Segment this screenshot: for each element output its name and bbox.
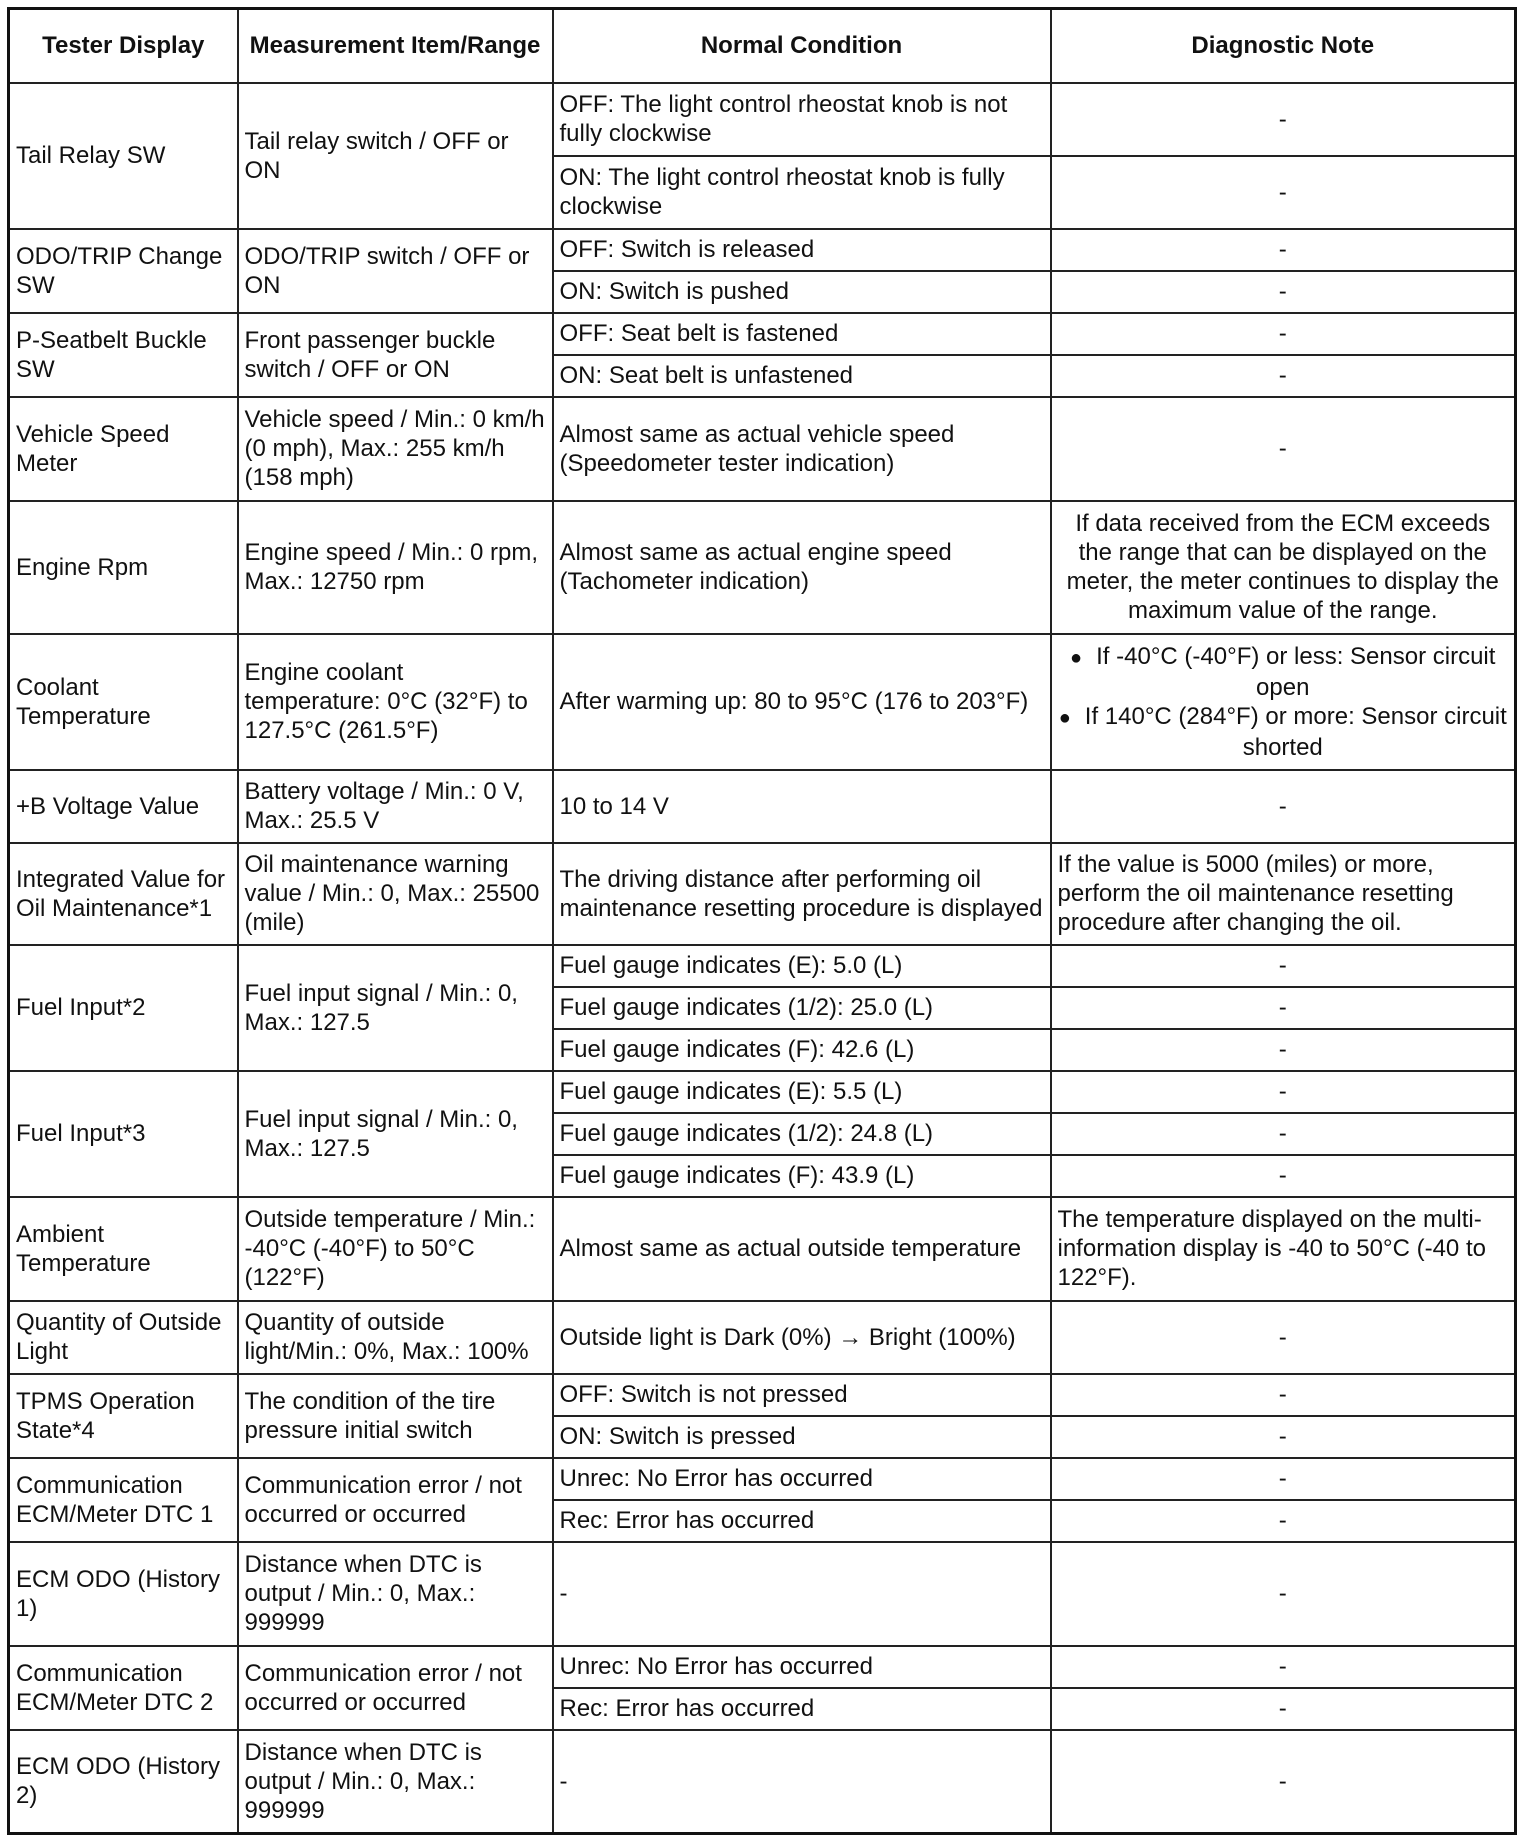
normal-condition-cell: Fuel gauge indicates (1/2): 25.0 (L) [553,987,1051,1029]
normal-condition-cell: Fuel gauge indicates (F): 43.9 (L) [553,1155,1051,1197]
diagnostic-note-cell: - [1051,1113,1516,1155]
normal-condition-cell: Almost same as actual engine speed (Tachometer indication) [553,501,1051,634]
tester-display-cell: Communication ECM/Meter DTC 1 [9,1458,238,1542]
header-normal-condition: Normal Condition [553,9,1051,83]
normal-condition-cell: Unrec: No Error has occurred [553,1458,1051,1500]
measurement-range-cell: Front passenger buckle switch / OFF or ON [238,313,553,397]
measurement-range-cell: Distance when DTC is output / Min.: 0, Max.: 999999 [238,1730,553,1834]
normal-condition-cell: - [553,1730,1051,1834]
header-diagnostic-note: Diagnostic Note [1051,9,1516,83]
diagnostic-note-cell: - [1051,1029,1516,1071]
diagnostic-note-cell: - [1051,945,1516,987]
normal-condition-cell: ON: Seat belt is unfastened [553,355,1051,397]
diagnostic-note-cell: - [1051,83,1516,156]
diagnostic-note-cell: - [1051,229,1516,271]
table-row [9,1197,1516,1301]
measurement-range-cell: Communication error / not occurred or occurred [238,1646,553,1730]
tester-display-cell: ECM ODO (History 1) [9,1542,238,1646]
measurement-range-cell: Vehicle speed / Min.: 0 km/h (0 mph), Max.: 255 km/h (158 mph) [238,397,553,501]
diagnostic-note-cell: - [1051,770,1516,843]
table-row [9,501,1516,634]
measurement-range-cell: Distance when DTC is output / Min.: 0, Max.: 999999 [238,1542,553,1646]
table-row [9,770,1516,843]
table-row [9,945,1516,987]
table-row [9,1374,1516,1416]
diagnostic-note-cell: The temperature displayed on the multi-information display is -40 to 50°C (-40 to 122°F). [1051,1197,1516,1301]
diagnostic-note-cell: - [1051,1646,1516,1688]
measurement-range-cell: Tail relay switch / OFF or ON [238,83,553,229]
table-row [9,634,1516,770]
diagnostic-data-table [7,7,1517,1835]
measurement-range-cell: Fuel input signal / Min.: 0, Max.: 127.5 [238,945,553,1071]
diagnostic-note-cell: - [1051,1688,1516,1730]
diagnostic-note-cell: If data received from the ECM exceeds the range that can be displayed on the meter, the meter continues to display the maximum value of the range. [1051,501,1516,634]
tester-display-cell: Fuel Input*2 [9,945,238,1071]
diagnostic-note-cell: - [1051,1458,1516,1500]
measurement-range-cell: The condition of the tire pressure initial switch [238,1374,553,1458]
measurement-range-cell: Fuel input signal / Min.: 0, Max.: 127.5 [238,1071,553,1197]
normal-condition-cell: Unrec: No Error has occurred [553,1646,1051,1688]
tester-display-cell: P-Seatbelt Buckle SW [9,313,238,397]
normal-condition-cell: Rec: Error has occurred [553,1500,1051,1542]
diagnostic-note-cell: - [1051,313,1516,355]
measurement-range-cell: Outside temperature / Min.: -40°C (-40°F) to 50°C (122°F) [238,1197,553,1301]
table-row [9,1071,1516,1113]
normal-condition-cell: The driving distance after performing oil maintenance resetting procedure is displayed [553,843,1051,945]
normal-condition-cell: ON: The light control rheostat knob is fully clockwise [553,156,1051,229]
normal-condition-cell: ON: Switch is pushed [553,271,1051,313]
measurement-range-cell: ODO/TRIP switch / OFF or ON [238,229,553,313]
diagnostic-note-cell: - [1051,1155,1516,1197]
table-row [9,397,1516,501]
tester-display-cell: Tail Relay SW [9,83,238,229]
diagnostic-note-cell: - [1051,1730,1516,1834]
normal-condition-cell: OFF: The light control rheostat knob is not fully clockwise [553,83,1051,156]
normal-condition-cell: Fuel gauge indicates (E): 5.5 (L) [553,1071,1051,1113]
normal-condition-cell: After warming up: 80 to 95°C (176 to 203°F) [553,634,1051,770]
normal-condition-cell: OFF: Switch is released [553,229,1051,271]
table-row [9,1458,1516,1500]
diagnostic-note-cell: - [1051,271,1516,313]
diagnostic-note-cell: - [1051,355,1516,397]
diagnostic-note-cell: - [1051,156,1516,229]
normal-condition-cell: ON: Switch is pressed [553,1416,1051,1458]
normal-condition-cell: OFF: Switch is not pressed [553,1374,1051,1416]
normal-condition-cell: OFF: Seat belt is fastened [553,313,1051,355]
tester-display-cell: Vehicle Speed Meter [9,397,238,501]
measurement-range-cell: Battery voltage / Min.: 0 V, Max.: 25.5 V [238,770,553,843]
table-row [9,1646,1516,1688]
table-row [9,229,1516,271]
tester-display-cell: Engine Rpm [9,501,238,634]
table-row [9,1730,1516,1834]
diagnostic-note-cell: - [1051,1542,1516,1646]
measurement-range-cell: Engine speed / Min.: 0 rpm, Max.: 12750 rpm [238,501,553,634]
table-row [9,1301,1516,1374]
tester-display-cell: +B Voltage Value [9,770,238,843]
diagnostic-note-cell: - [1051,397,1516,501]
tester-display-cell: TPMS Operation State*4 [9,1374,238,1458]
normal-condition-cell: - [553,1542,1051,1646]
measurement-range-cell: Communication error / not occurred or occurred [238,1458,553,1542]
diagnostic-note-cell [1051,634,1516,770]
tester-display-cell: Integrated Value for Oil Maintenance*1 [9,843,238,945]
diagnostic-note-cell: - [1051,987,1516,1029]
tester-display-cell: Fuel Input*3 [9,1071,238,1197]
diagnostic-note-cell: - [1051,1500,1516,1542]
tester-display-cell: Coolant Temperature [9,634,238,770]
table-row [9,83,1516,156]
tester-display-cell: Quantity of Outside Light [9,1301,238,1374]
normal-condition-cell: Fuel gauge indicates (F): 42.6 (L) [553,1029,1051,1071]
diagnostic-note-cell: - [1051,1301,1516,1374]
header-row [9,9,1516,83]
diagnostic-note-cell: - [1051,1071,1516,1113]
header-measurement-item: Measurement Item/Range [238,9,553,83]
tester-display-cell: Ambient Temperature [9,1197,238,1301]
bullet-item: ● If 140°C (284°F) or more: Sensor circuit shorted [1058,702,1509,762]
table-row [9,313,1516,355]
measurement-range-cell: Quantity of outside light/Min.: 0%, Max.: 100% [238,1301,553,1374]
normal-condition-cell: Fuel gauge indicates (1/2): 24.8 (L) [553,1113,1051,1155]
diagnostic-note-cell: - [1051,1416,1516,1458]
header-tester-display: Tester Display [9,9,238,83]
tester-display-cell: ODO/TRIP Change SW [9,229,238,313]
normal-condition-cell: Fuel gauge indicates (E): 5.0 (L) [553,945,1051,987]
tester-display-cell: Communication ECM/Meter DTC 2 [9,1646,238,1730]
normal-condition-cell: 10 to 14 V [553,770,1051,843]
tester-display-cell: ECM ODO (History 2) [9,1730,238,1834]
normal-condition-cell: Almost same as actual vehicle speed (Speedometer tester indication) [553,397,1051,501]
normal-condition-cell: Outside light is Dark (0%) → Bright (100%) [553,1301,1051,1374]
diagnostic-note-cell: If the value is 5000 (miles) or more, perform the oil maintenance resetting procedure after changing the oil. [1051,843,1516,945]
bullet-item: ● If -40°C (-40°F) or less: Sensor circuit open [1058,642,1509,702]
measurement-range-cell: Oil maintenance warning value / Min.: 0, Max.: 25500 (mile) [238,843,553,945]
diagnostic-note-cell: - [1051,1374,1516,1416]
measurement-range-cell: Engine coolant temperature: 0°C (32°F) to 127.5°C (261.5°F) [238,634,553,770]
table-row [9,1542,1516,1646]
table-row [9,843,1516,945]
normal-condition-cell: Rec: Error has occurred [553,1688,1051,1730]
normal-condition-cell: Almost same as actual outside temperature [553,1197,1051,1301]
